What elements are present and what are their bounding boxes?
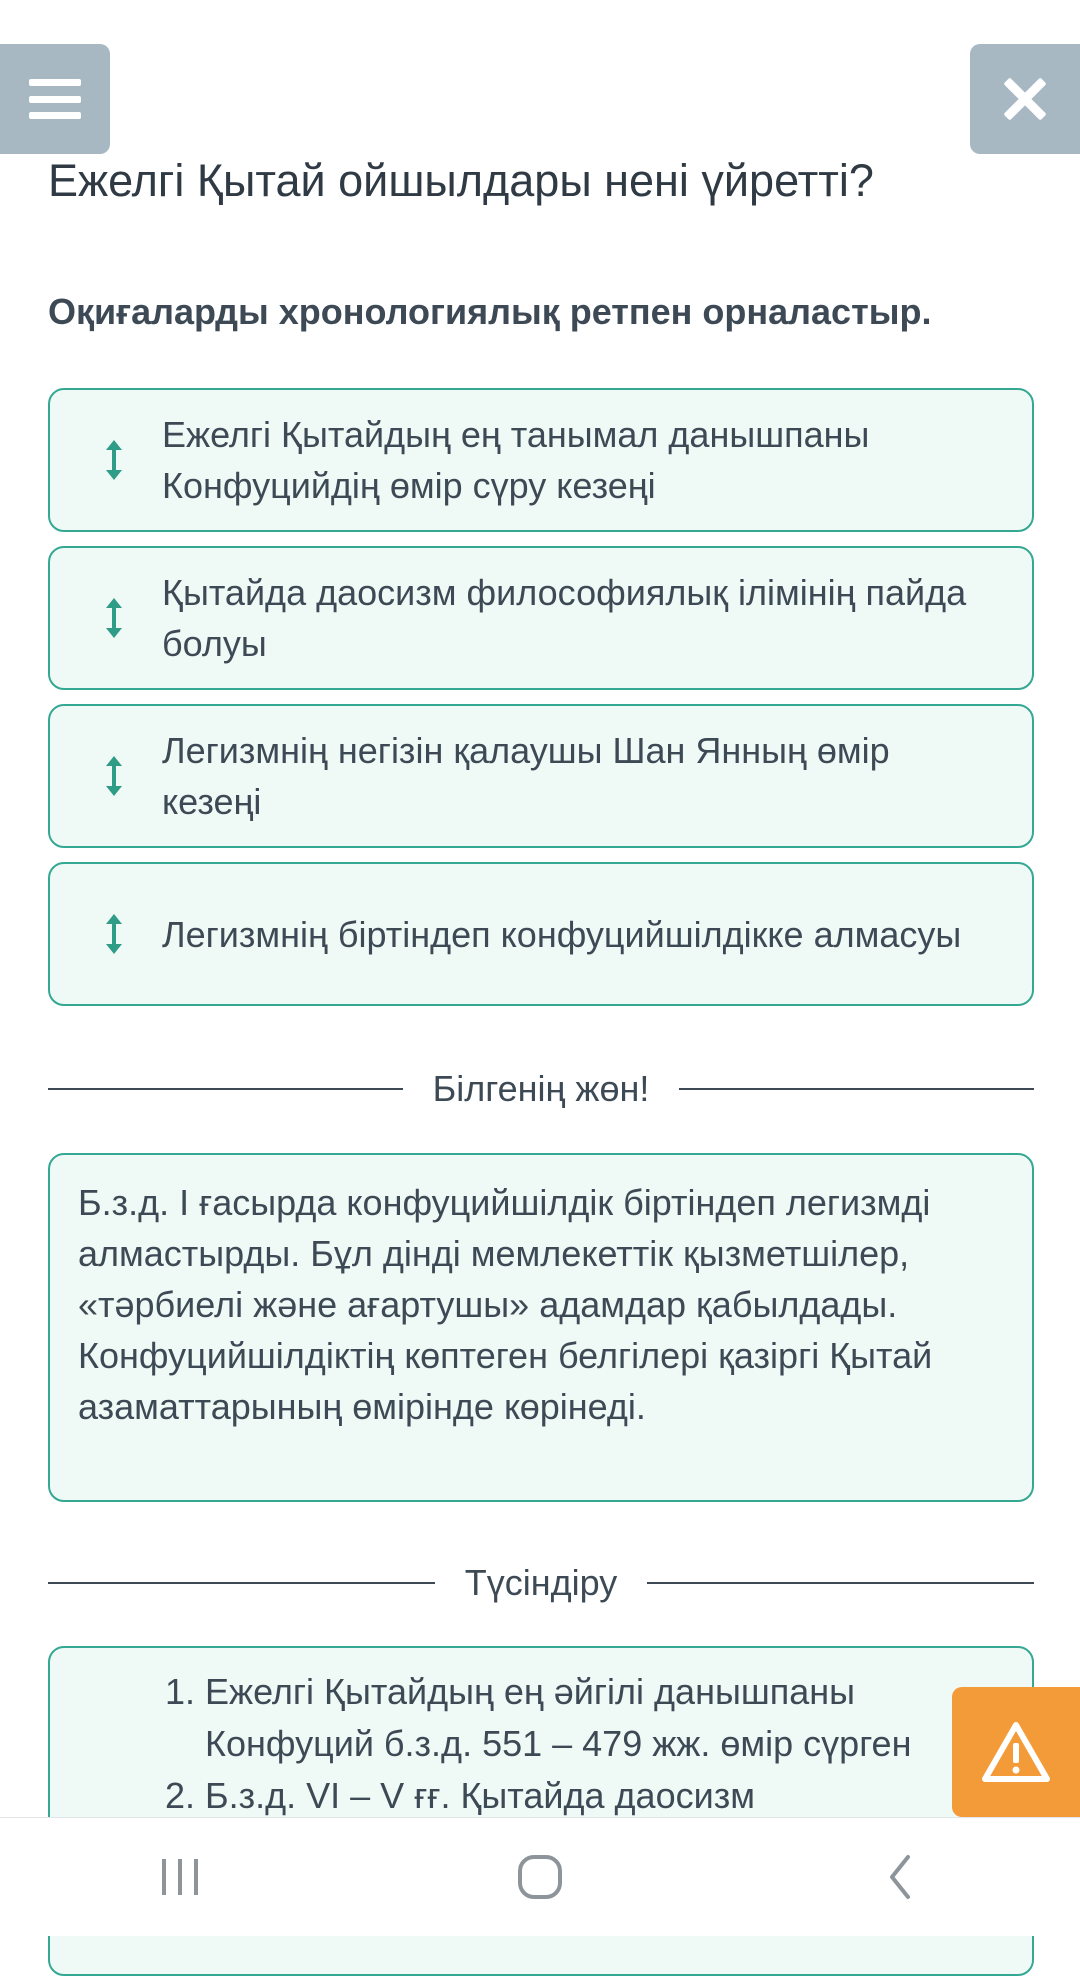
home-icon	[516, 1853, 564, 1901]
system-nav-bar	[0, 1817, 1080, 1936]
fact-section-divider	[48, 1059, 1034, 1119]
divider-line	[48, 1582, 435, 1584]
fact-box	[48, 1153, 1034, 1502]
close-icon	[1003, 77, 1047, 121]
drag-handle-icon[interactable]	[96, 430, 132, 490]
warning-icon	[981, 1721, 1051, 1783]
fact-section-heading: Білгенің жөн!	[432, 1068, 650, 1109]
drag-handle-icon[interactable]	[96, 746, 132, 806]
sortable-item-text: Қытайда даосизм философиялық ілімінің пайда болуы	[162, 572, 967, 664]
explanation-item: 1. Ежелгі Қытайдың ең әйгілі данышпаны Конфуций б.з.д. 551 – 479 жж. өмір сүрген	[205, 1666, 1004, 1770]
back-button[interactable]	[840, 1832, 960, 1922]
drag-handle-icon[interactable]	[96, 904, 132, 964]
menu-button[interactable]	[0, 44, 110, 154]
sortable-item-4[interactable]	[48, 862, 1034, 1006]
back-icon	[884, 1853, 916, 1901]
home-button[interactable]	[480, 1832, 600, 1922]
divider-line	[647, 1582, 1034, 1584]
sortable-item-3[interactable]	[48, 704, 1034, 848]
explanation-section-divider	[48, 1553, 1034, 1613]
drag-handle-icon[interactable]	[96, 588, 132, 648]
sortable-item-1[interactable]	[48, 388, 1034, 532]
explanation-section-heading: Түсіндіру	[464, 1562, 618, 1603]
hamburger-menu-icon	[29, 79, 81, 119]
sortable-item-text: Легизмнің негізін қалаушы Шан Янның өмір кезеңі	[162, 730, 890, 822]
sortable-item-text: Ежелгі Қытайдың ең танымал данышпаны Конфуцийдің өмір сүру кезеңі	[162, 414, 870, 506]
sortable-item-text: Легизмнің біртіндеп конфуцийшілдікке алмасуы	[162, 913, 962, 955]
fact-text: Б.з.д. I ғасырда конфуцийшілдік біртіндеп легизмді алмастырды. Бұл дінді мемлекеттік қызметшілер, «тәрбиелі және ағартушы» адамдар қабылдады. Конфуцийшілдіктің көптеген белгілері қазіргі Қытай азаматтарының өмірінде көрінеді.	[78, 1182, 933, 1427]
explanation-item: 2. Б.з.д. VI – V ғғ. Қытайда даосизм	[205, 1770, 1004, 1822]
recent-apps-icon	[156, 1857, 204, 1897]
recent-apps-button[interactable]	[120, 1832, 240, 1922]
sortable-item-2[interactable]	[48, 546, 1034, 690]
divider-line	[679, 1088, 1034, 1090]
close-button[interactable]	[970, 44, 1080, 154]
sortable-list	[48, 388, 1034, 1020]
divider-line	[48, 1088, 403, 1090]
task-instruction: Оқиғаларды хронологиялық ретпен орналастыр.	[48, 291, 932, 332]
report-button[interactable]	[952, 1687, 1080, 1817]
explanation-list	[160, 1666, 1004, 1822]
page-title: Ежелгі Қытай ойшылдары нені үйретті?	[48, 155, 874, 206]
